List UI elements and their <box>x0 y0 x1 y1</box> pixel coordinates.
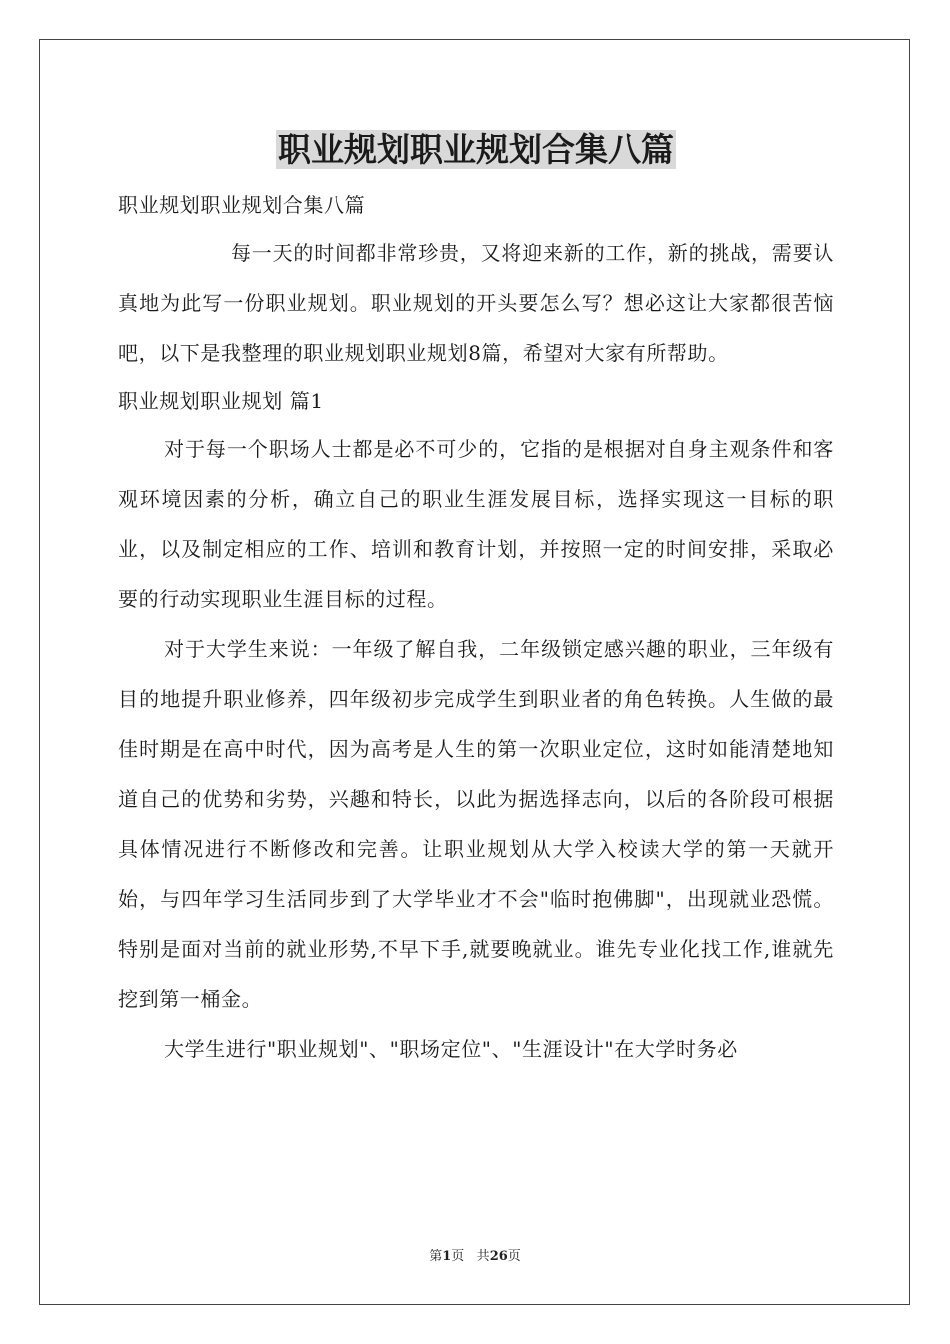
section-heading: 职业规划职业规划 篇1 <box>118 389 324 413</box>
body-paragraph-3: 大学生进行"职业规划"、"职场定位"、"生涯设计"在大学时务必 <box>164 1037 738 1061</box>
document-subtitle: 职业规划职业规划合集八篇 <box>118 193 366 217</box>
page-footer: 第1页 共26页 <box>429 1249 521 1264</box>
document-body <box>118 120 834 1074</box>
body-paragraph-1: 对于每一个职场人士都是必不可少的，它指的是根据对自身主观条件和客观环境因素的分析，确立自己的职业生涯发展目标，选择实现这一目标的职业，以及制定相应的工作、培训和教育计划，并按照一定的时间安排，采取必要的行动实现职业生涯目标的过程。 <box>118 437 834 611</box>
current-page-number: 1 <box>442 1249 452 1264</box>
body-paragraph-2: 对于大学生来说：一年级了解自我，二年级锁定感兴趣的职业，三年级有目的地提升职业修养，四年级初步完成学生到职业者的角色转换。人生做的最佳时期是在高中时代，因为高考是人生的第一次职业定位，这时如能清楚地知道自己的优势和劣势，兴趣和特长，以此为据选择志向，以后的各阶段可根据具体情况进行不断修改和完善。让职业规划从大学入校读大学的第一天就开始，与四年学习生活同步到了大学毕业才不会"临时抱佛脚"，出现就业恐慌。特别是面对当前的就业形势,不早下手,就要晚就业。谁先专业化找工作,谁就先挖到第一桶金。 <box>118 637 834 1011</box>
intro-paragraph: 每一天的时间都非常珍贵，又将迎来新的工作，新的挑战，需要认真地为此写一份职业规划。职业规划的开头要怎么写？想必这让大家都很苦恼吧，以下是我整理的职业规划职业规划8篇，希望对大家有所帮助。 <box>118 241 834 365</box>
total-pages: 26 <box>489 1249 508 1264</box>
document-title: 职业规划职业规划合集八篇 <box>278 130 674 169</box>
